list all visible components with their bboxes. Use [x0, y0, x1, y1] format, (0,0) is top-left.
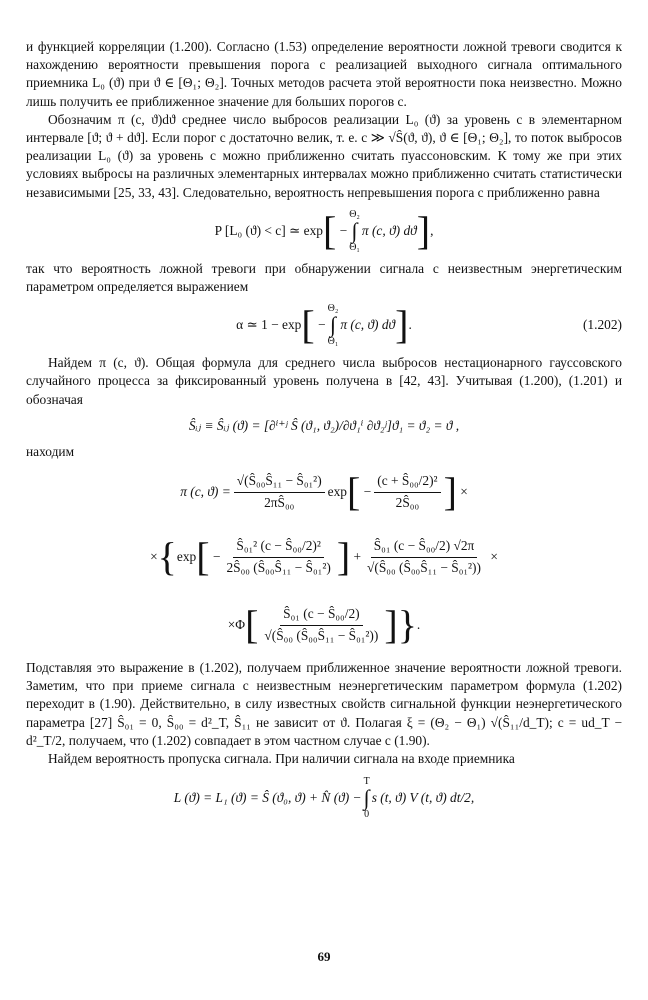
equation-false-alarm: α ≃ 1 − exp [ − Θ₂ ∫ Θ₁ π (c, ϑ) dϑ ] . (1.202) — [236, 302, 622, 348]
integral-sign: Θ₂ ∫ Θ₁ — [349, 208, 360, 253]
paragraph-find-pi: Найдем π (c, ϑ). Общая формула для среднего числа выбросов нестационарного гауссовского случайного процесса за фиксированный уровень получена в [42, 43]. Учитывая (1.200), (1.201) и обозначая — [26, 355, 622, 407]
page-number: 69 — [317, 949, 331, 964]
paragraph-we-find: находим — [26, 443, 75, 459]
page-body — [26, 38, 622, 828]
equation-probability-no-exceed: P [L₀ (ϑ) < c] ≃ exp [ − Θ₂ ∫ Θ₁ π (c, ϑ) dϑ ] , — [214, 207, 434, 253]
paragraph-definition: Обозначим π (c, ϑ)dϑ среднее число выбросов реализации L₀ (ϑ) за уровень c в элементарном интервале [ϑ; ϑ + dϑ]. Если порог c достаточно велик, т. е. c ≫ √Ŝ(ϑ, ϑ), ϑ ∈ [Θ₁; Θ₂], то поток выбросов реализации L₀ (ϑ) за уровень c можно приближенно считать пуассоновским. К тому же при этих условиях выбросы на различных элементарных интервалах можно приближенно считать статистически независимыми [25, 33, 43]. Следовательно, вероятность непревышения порога c приближенно равна — [26, 111, 622, 200]
integral-sign: Θ₂ ∫ Θ₁ — [327, 303, 339, 348]
eq1-integrand: π (c, ϑ) dϑ — [361, 222, 417, 238]
equation-pi-first-line: π (c, ϑ) = $\frac{\text{√(Ŝ₀₀Ŝ₁₁ − Ŝ₀₁²)}}{\text{2πŜ₀₀}}$ exp [ − $\frac{\text{(c + Ŝ₀₀/2)²}}{\text{2Ŝ₀₀}}$ ] × — [180, 469, 468, 515]
eq2-lhs: α ≃ 1 − exp — [236, 317, 302, 333]
equation-pi-third-line: ×Φ [ $\frac{\text{Ŝ₀₁ (c − Ŝ₀₀/2)}}{\text{√(Ŝ₀₀ (Ŝ₀₀Ŝ₁₁ − Ŝ₀₁²))}}$ ] } . — [227, 602, 421, 648]
eq1-lhs: P [L₀ (ϑ) < c] ≃ exp — [214, 222, 323, 238]
paragraph-intro: и функцией корреляции (1.200). Согласно (1.53) определение вероятности ложной тревоги сводится к нахождению вероятности превышения порога c реализацией выходного сигнала оптимального приемника L₀ (ϑ) при ϑ ∈ [Θ₁; Θ₂]. Точных методов расчета этой вероятности пока неизвестно. Можно лишь получить ее приближенное значение для больших порогов c. — [26, 39, 622, 109]
paragraph-false-alarm: так что вероятность ложной тревоги при обнаружении сигнала с неизвестным энергетическим параметром определяется выражением — [26, 260, 622, 295]
equation-l-theta: L (ϑ) = L₁ (ϑ) = Ŝ (ϑ₀, ϑ) + N̂ (ϑ) − T ∫ 0 s (t, ϑ) V (t, ϑ) dt/2, — [173, 776, 475, 821]
equation-s-ij: Ŝᵢⱼ ≡ Ŝᵢⱼ (ϑ) = [∂ⁱ⁺ʲ Ŝ (ϑ₁, ϑ₂)/∂ϑ₁ⁱ ∂ϑ₂ʲ]ϑ₁ = ϑ₂ = ϑ , — [188, 417, 460, 433]
equation-number: (1.202) — [582, 317, 622, 333]
right-bracket: ] — [416, 207, 431, 253]
fraction: $\frac{\text{√(Ŝ₀₀Ŝ₁₁ − Ŝ₀₁²)}}{\text{2πŜ₀₀}}$ — [234, 472, 325, 511]
paragraph-miss-probability: Найдем вероятность пропуска сигнала. При наличии сигнала на входе приемника — [48, 751, 515, 767]
equation-pi-second-line: × { exp [ − $\frac{\text{Ŝ₀₁² (c − Ŝ₀₀/2)²}}{\text{2Ŝ₀₀ (Ŝ₀₀Ŝ₁₁ − Ŝ₀₁²)}}$ ] + $\frac{\text{Ŝ₀₁ (c − Ŝ₀₀/2) √2π}}{\text{√(Ŝ₀₀ (Ŝ₀₀Ŝ₁₁ − Ŝ₀₁²))}}$ × — [150, 534, 498, 580]
integral-sign: T ∫ 0 — [363, 776, 370, 821]
paragraph-substitute: Подставляя это выражение в (1.202), получаем приближенное значение вероятности ложной тревоги. Заметим, что при приеме сигнала с неизвестным неэнергетическим параметром формула (1.202) переходит в (1.90). Действительно, в силу известных свойств сигнальной функции неэнергетического параметра [27] Ŝ₀₁ = 0, Ŝ₀₀ = d²_T, Ŝ₁₁ не зависит от ϑ. Полагая ξ = (Θ₂ − Θ₁) √(Ŝ₁₁/d_T); c = ud_T − d²_T/2, получаем, что (1.202) совпадает в этом частном случае с (1.90). — [26, 660, 622, 748]
left-bracket: [ — [322, 207, 337, 253]
